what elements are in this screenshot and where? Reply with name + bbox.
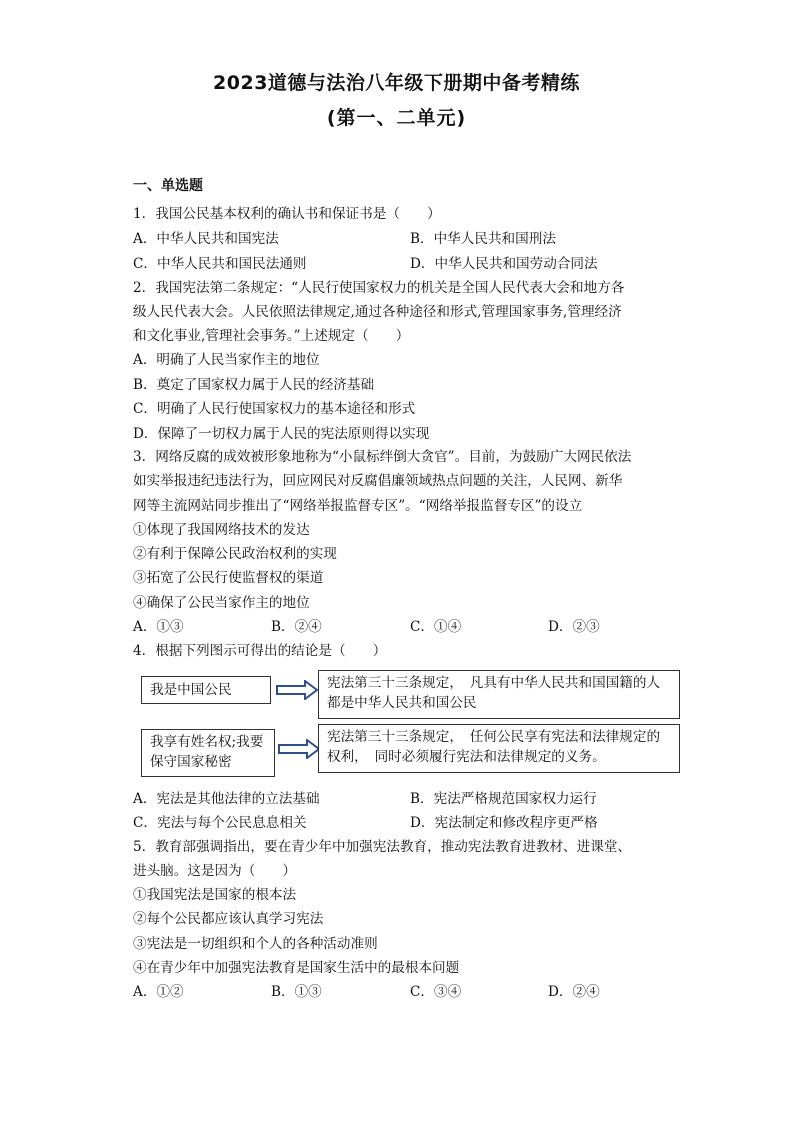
q4-stem: 4．根据下列图示可得出的结论是（ ） [133, 643, 387, 659]
q5-stem-line1: 5．教育部强调指出，要在青少年中加强宪法教育，推动宪法教育进教材、进课堂、 [133, 839, 632, 855]
q5-option-d: D．②④ [548, 984, 600, 1000]
q5-stem-line2: 进头脑。这是因为（ ） [133, 863, 297, 879]
q4-option-c: C．宪法与每个公民息息相关 [133, 815, 307, 831]
q3-statement-3: ③拓宽了公民行使监督权的渠道 [133, 570, 324, 586]
q1-option-a: A．中华人民共和国宪法 [133, 231, 279, 247]
q2-stem-line3: 和文化事业,管理社会事务。”上述规定（ ） [133, 328, 410, 344]
section-heading: 一、单选题 [133, 178, 203, 194]
q5-statement-2: ②每个公民都应该认真学习宪法 [133, 911, 324, 927]
q5-statement-1: ①我国宪法是国家的根本法 [133, 887, 297, 903]
q3-option-b: B．②④ [271, 619, 322, 635]
q1-option-c: C．中华人民共和国民法通则 [133, 256, 307, 272]
q5-statement-4: ④在青少年中加强宪法教育是国家生活中的最根本问题 [133, 960, 460, 976]
q3-option-c: C．①④ [410, 619, 462, 635]
document-subtitle: (第一、二单元) [326, 107, 467, 129]
q3-statement-4: ④确保了公民当家作主的地位 [133, 595, 310, 611]
q5-option-a: A．①② [133, 984, 184, 1000]
q3-statement-1: ①体现了我国网络技术的发达 [133, 522, 310, 538]
q2-stem-line2: 级人民代表大会。人民依照法律规定,通过各种途径和形式,管理国家事务,管理经济 [133, 304, 622, 320]
q3-option-d: D．②③ [548, 619, 600, 635]
q2-option-b: B．奠定了国家权力属于人民的经济基础 [133, 377, 375, 393]
q2-option-c: C．明确了人民行使国家权力的基本途径和形式 [133, 401, 416, 417]
diagram-box-nationality-rule: 宪法第三十三条规定， 凡具有中华人民共和国国籍的人都是中华人民共和国公民 [318, 670, 680, 719]
q5-statement-3: ③宪法是一切组织和个人的各种活动准则 [133, 936, 378, 952]
diagram-box-rights-duties: 我享有姓名权;我要保守国家秘密 [141, 729, 275, 777]
diagram-box-rights-rule: 宪法第三十三条规定， 任何公民享有宪法和法律规定的权利， 同时必须履行宪法和法律规定的义务。 [318, 724, 680, 773]
arrow-right-icon [277, 739, 321, 759]
q2-stem-line1: 2．我国宪法第二条规定：“人民行使国家权力的机关是全国人民代表大会和地方各 [133, 280, 625, 296]
q5-option-c: C．③④ [410, 984, 462, 1000]
q2-option-d: D．保障了一切权力属于人民的宪法原则得以实现 [133, 426, 430, 442]
diagram-box-citizen: 我是中国公民 [141, 676, 271, 704]
q3-stem-line1: 3．网络反腐的成效被形象地称为“小鼠标绊倒大贪官”。目前，为鼓励广大网民依法 [133, 449, 632, 465]
q4-option-d: D．宪法制定和修改程序更严格 [410, 815, 598, 831]
q3-statement-2: ②有利于保障公民政治权利的实现 [133, 546, 337, 562]
document-title: 2023道德与法治八年级下册期中备考精练 [213, 72, 580, 94]
q4-option-a: A．宪法是其他法律的立法基础 [133, 791, 320, 807]
q3-stem-line3: 网等主流网站同步推出了“网络举报监督专区”。“网络举报监督专区”的设立 [133, 498, 583, 514]
q1-stem: 1．我国公民基本权利的确认书和保证书是（ ） [133, 206, 441, 222]
q4-option-b: B．宪法严格规范国家权力运行 [410, 791, 597, 807]
q5-option-b: B．①③ [271, 984, 322, 1000]
q1-option-d: D．中华人民共和国劳动合同法 [410, 256, 598, 272]
arrow-right-icon [275, 680, 319, 700]
q3-option-a: A．①③ [133, 619, 184, 635]
q2-option-a: A．明确了人民当家作主的地位 [133, 352, 320, 368]
q1-option-b: B．中华人民共和国刑法 [410, 231, 556, 247]
q3-stem-line2: 如实举报违纪违法行为，回应网民对反腐倡廉领域热点问题的关注，人民网、新华 [133, 473, 623, 489]
